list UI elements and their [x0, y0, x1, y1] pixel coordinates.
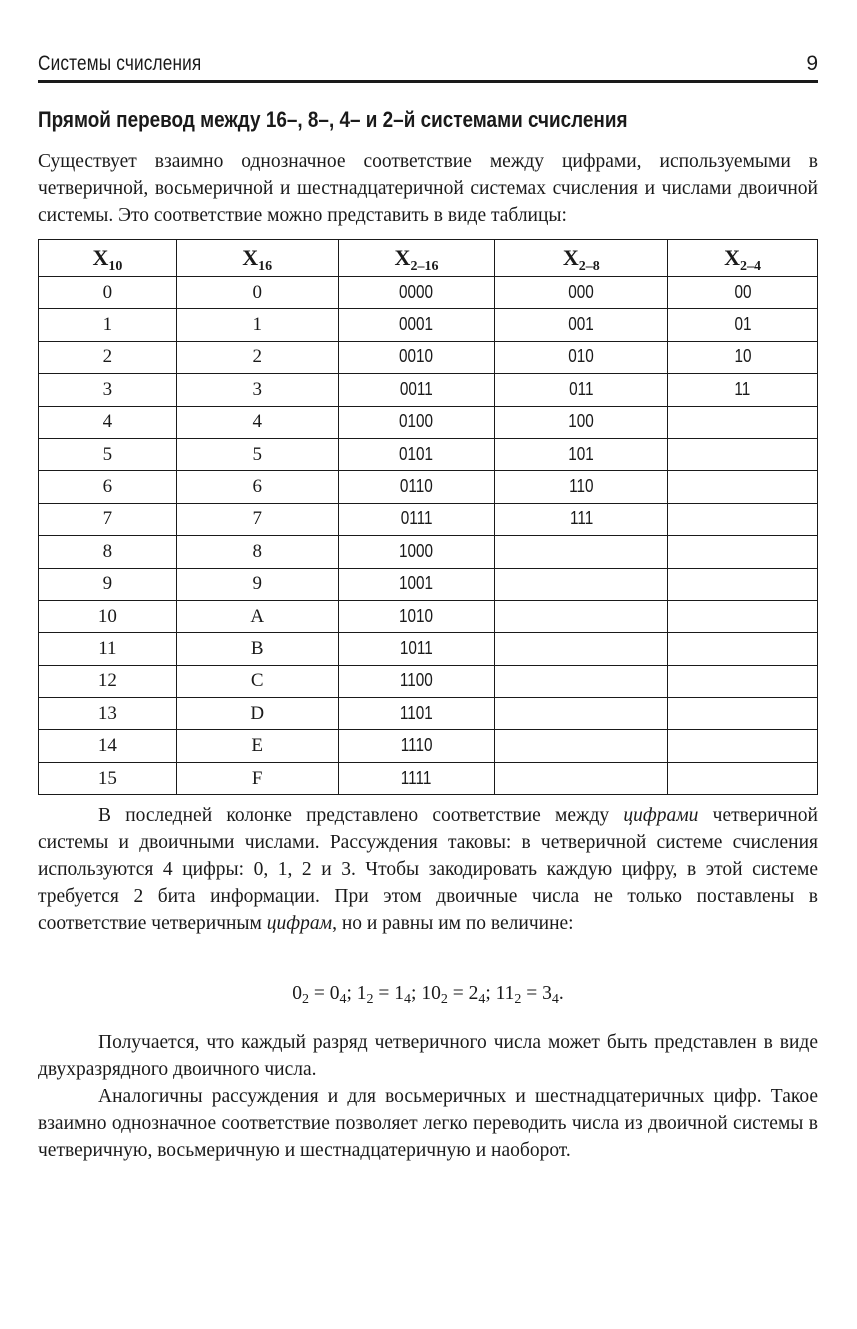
- running-title: Системы счисления: [38, 52, 202, 75]
- table-row: [39, 633, 818, 665]
- table-body: [39, 277, 818, 795]
- formula-term: $0_2 = 0_4$;: [292, 983, 352, 1007]
- table-cell: [668, 406, 818, 438]
- table-cell: 01: [668, 309, 818, 341]
- table-cell: 1: [176, 309, 338, 341]
- table-row: [39, 438, 818, 470]
- table-cell: 111: [495, 503, 668, 535]
- table-cell: B: [176, 633, 338, 665]
- table-row: [39, 568, 818, 600]
- formula-line: [38, 980, 818, 1007]
- table-cell: 2: [39, 341, 177, 373]
- table-cell: C: [176, 665, 338, 697]
- running-header: [38, 52, 818, 83]
- table-cell: 00: [668, 277, 818, 309]
- table-cell: 5: [176, 438, 338, 470]
- table-cell: 4: [176, 406, 338, 438]
- table-cell: [495, 730, 668, 762]
- formula-term: $1_2 = 1_4$;: [356, 983, 417, 1007]
- table-cell: 9: [176, 568, 338, 600]
- table-cell: [668, 665, 818, 697]
- table-cell: 3: [39, 374, 177, 406]
- table-cell: [495, 600, 668, 632]
- table-cell: 1110: [338, 730, 495, 762]
- table-cell: 8: [176, 536, 338, 568]
- section-title: Прямой перевод между 16–, 8–, 4– и 2–й системами счисления: [38, 107, 628, 132]
- table-cell: 0010: [338, 341, 495, 373]
- table-cell: D: [176, 698, 338, 730]
- table-cell: 1101: [338, 698, 495, 730]
- table-cell: F: [176, 762, 338, 794]
- formula-term: $10_2 = 2_4$;: [421, 983, 491, 1007]
- table-cell: [668, 471, 818, 503]
- table-cell: 0000: [338, 277, 495, 309]
- paragraph-two: Получается, что каждый разряд четверичного числа может быть представлен в виде двухразрядного двоичного числа.: [38, 1032, 818, 1080]
- col-header-x2-8: $X_{2-8}$: [495, 240, 668, 277]
- table-cell: [495, 536, 668, 568]
- explanation-paragraph: В последней колонке представлено соответствие между цифрами четверичной системы и двоичными числами. Рассуждения таковы: в четверичной системе счисления используются 4 цифры: 0, 1, 2 и 3. Чтобы закодировать каждую цифру, в этой системе требуется 2 бита информации. При этом двоичные числа не только поставлены в соответствие четверичным цифрам, но и равны им по величине:: [38, 805, 818, 934]
- col-header-x2-16: $X_{2-16}$: [338, 240, 495, 277]
- table-cell: 1010: [338, 600, 495, 632]
- table-cell: 0011: [338, 374, 495, 406]
- table-cell: 0100: [338, 406, 495, 438]
- table-cell: 0101: [338, 438, 495, 470]
- table-cell: 15: [39, 762, 177, 794]
- table-row: [39, 341, 818, 373]
- table-cell: [668, 730, 818, 762]
- table-cell: 13: [39, 698, 177, 730]
- table-cell: A: [176, 600, 338, 632]
- conversion-table: [38, 239, 818, 795]
- table-cell: [668, 633, 818, 665]
- table-cell: 11: [668, 374, 818, 406]
- table-cell: 010: [495, 341, 668, 373]
- table-cell: [495, 762, 668, 794]
- table-cell: 0111: [338, 503, 495, 535]
- table-cell: 0: [176, 277, 338, 309]
- table-row: [39, 471, 818, 503]
- table-cell: [495, 633, 668, 665]
- table-cell: 1001: [338, 568, 495, 600]
- col-header-x10: $X_{10}$: [39, 240, 177, 277]
- table-cell: 4: [39, 406, 177, 438]
- intro-paragraph: Существует взаимно однозначное соответствие между цифрами, используемыми в четверичной, восьмеричной и шестнадцатеричной системах счисления и числами двоичной системы. Это соответствие можно представить в виде таблицы:: [38, 151, 818, 226]
- table-cell: 6: [176, 471, 338, 503]
- table-cell: 1000: [338, 536, 495, 568]
- table-cell: 1111: [338, 762, 495, 794]
- table-row: [39, 374, 818, 406]
- table-cell: [668, 568, 818, 600]
- table-cell: 8: [39, 536, 177, 568]
- table-cell: [668, 536, 818, 568]
- table-cell: 12: [39, 665, 177, 697]
- table-header-row: [39, 240, 818, 277]
- table-cell: 1011: [338, 633, 495, 665]
- table-cell: [668, 600, 818, 632]
- table-row: [39, 762, 818, 794]
- table-cell: [668, 438, 818, 470]
- formula-term: $11_2 = 3_4$.: [495, 983, 564, 1007]
- table-cell: 101: [495, 438, 668, 470]
- table-cell: 5: [39, 438, 177, 470]
- table-cell: 11: [39, 633, 177, 665]
- table-cell: 7: [176, 503, 338, 535]
- table-cell: 10: [39, 600, 177, 632]
- table-cell: 110: [495, 471, 668, 503]
- table-cell: [668, 762, 818, 794]
- table-row: [39, 698, 818, 730]
- table-cell: 1: [39, 309, 177, 341]
- table-row: [39, 730, 818, 762]
- page-number: 9: [806, 52, 818, 75]
- table-cell: 6: [39, 471, 177, 503]
- table-cell: 9: [39, 568, 177, 600]
- paragraph-three: Аналогичны рассуждения и для восьмеричных и шестнадцатеричных цифр. Такое взаимно однозначное соответствие позволяет легко переводить числа из двоичной системы в четверичную, восьмеричную и шестнадцатеричную и наоборот.: [38, 1086, 818, 1161]
- table-cell: [495, 665, 668, 697]
- table-cell: 1100: [338, 665, 495, 697]
- table-cell: 10: [668, 341, 818, 373]
- table-cell: [668, 503, 818, 535]
- table-cell: E: [176, 730, 338, 762]
- table-row: [39, 309, 818, 341]
- table-cell: [668, 698, 818, 730]
- table-cell: 14: [39, 730, 177, 762]
- table-row: [39, 665, 818, 697]
- table-row: [39, 536, 818, 568]
- table-cell: 0001: [338, 309, 495, 341]
- table-cell: 100: [495, 406, 668, 438]
- col-header-x2-4: $X_{2-4}$: [668, 240, 818, 277]
- table-row: [39, 406, 818, 438]
- col-header-x16: $X_{16}$: [176, 240, 338, 277]
- table-cell: 011: [495, 374, 668, 406]
- table-cell: 3: [176, 374, 338, 406]
- table-row: [39, 503, 818, 535]
- table-cell: [495, 568, 668, 600]
- table-cell: 001: [495, 309, 668, 341]
- table-cell: 0110: [338, 471, 495, 503]
- table-row: [39, 600, 818, 632]
- table-cell: 2: [176, 341, 338, 373]
- closing-text: [38, 1029, 818, 1164]
- table-cell: 0: [39, 277, 177, 309]
- table-row: [39, 277, 818, 309]
- table-cell: 000: [495, 277, 668, 309]
- table-cell: [495, 698, 668, 730]
- table-cell: 7: [39, 503, 177, 535]
